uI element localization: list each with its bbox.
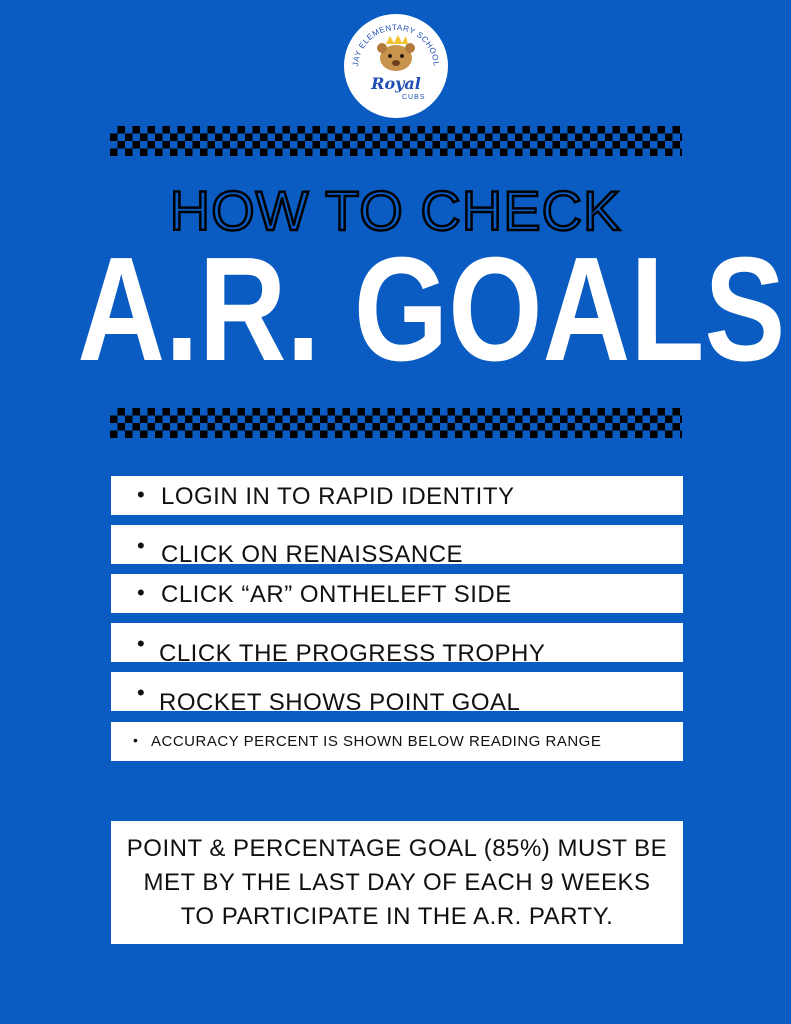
bullet: • (137, 631, 145, 656)
bullet: • (137, 533, 145, 558)
step-text: LOGIN IN TO RAPID IDENTITY (161, 483, 515, 510)
step-text: ROCKET SHOWS POINT GOAL (159, 689, 521, 716)
logo-school-name: JAY ELEMENTARY SCHOOL (350, 22, 442, 67)
list-item (111, 623, 683, 667)
list-item (111, 672, 683, 716)
step-text: CLICK “AR” ONTHELEFT SIDE (161, 581, 512, 608)
note-line-3: TO PARTICIPATE IN THE A.R. PARTY. (180, 902, 614, 930)
note-line-1: POINT & PERCENTAGE GOAL (85%) MUST BE (126, 834, 668, 862)
lion-cub-crown-icon (344, 14, 448, 118)
step-text: CLICK ON RENAISSANCE (161, 541, 464, 568)
list-item (111, 574, 683, 613)
page-title: A.R. GOALS (77, 227, 786, 392)
step-text: ACCURACY PERCENT IS SHOWN BELOW READING RANGE (151, 733, 602, 750)
checkered-divider-bottom (110, 408, 682, 438)
bullet: • (137, 482, 145, 507)
school-logo (344, 14, 448, 118)
list-item (111, 722, 683, 761)
bullet: • (137, 580, 145, 605)
logo-cubs: CUBS (402, 94, 426, 101)
goal-note (111, 821, 683, 944)
subtitle-how-to-check: HOW TO CHECK (169, 179, 622, 242)
note-line-2: MET BY THE LAST DAY OF EACH 9 WEEKS (143, 868, 651, 896)
step-text: CLICK THE PROGRESS TROPHY (159, 640, 546, 667)
list-item (111, 525, 683, 568)
logo-script-royal: Royal (371, 74, 421, 93)
checkered-divider-top (110, 126, 682, 156)
bullet: • (133, 732, 138, 748)
bullet: • (137, 680, 145, 705)
list-item (111, 476, 683, 515)
